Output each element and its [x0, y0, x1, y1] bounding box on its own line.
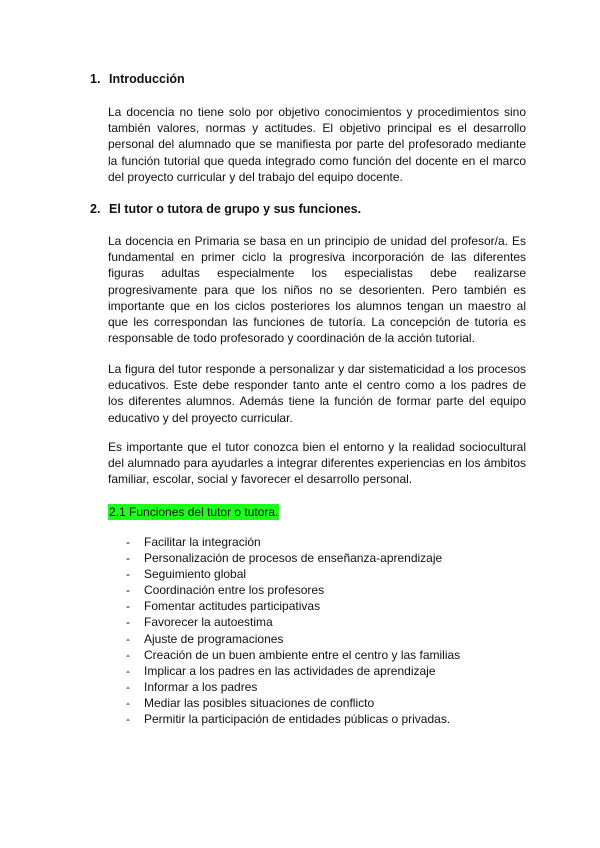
list-item-text: Informar a los padres — [144, 679, 258, 694]
list-item-text: Personalización de procesos de enseñanza-aprendizaje — [144, 551, 443, 566]
list-item-text: Mediar las posibles situaciones de conflicto — [144, 695, 375, 710]
bullet-dash: - — [126, 551, 130, 566]
list-item — [108, 663, 460, 679]
bullet-dash: - — [126, 567, 130, 582]
bullet-dash: - — [126, 535, 130, 549]
bullet-dash: - — [126, 663, 130, 678]
bullet-dash: - — [126, 583, 130, 598]
list-item — [108, 614, 460, 630]
section-1-paragraph: La docencia no tiene solo por objetivo conocimientos y procedimientos sino también valores, normas y actitudes. El objetivo principal es el desarrollo personal del alumnado que se manifiesta por parte del profesorado mediante la función tutorial que queda integrado como función del docente en el marco del proyecto curricular y del trabajo del equipo docente. — [108, 105, 526, 184]
list-item — [108, 647, 460, 663]
list-item-text: Creación de un buen ambiente entre el centro y las familias — [144, 647, 461, 662]
list-item — [108, 598, 460, 614]
bullet-dash: - — [126, 615, 130, 630]
bullet-dash: - — [126, 695, 130, 710]
list-item-text: Facilitar la integración — [144, 535, 261, 549]
section-2-title: El tutor o tutora de grupo y sus funciones. — [109, 202, 362, 216]
list-item — [108, 695, 460, 711]
section-1-title: Introducción — [109, 72, 185, 86]
section-2-paragraph-2: La figura del tutor responde a personalizar y dar sistematicidad a los procesos educativos. Este debe responder tanto ante el centro como a los padres de los diferentes alumnos. Además tiene la función de formar parte del equipo educativo y del proyecto curricular. — [108, 362, 526, 425]
list-item — [108, 566, 460, 582]
list-item-text: Seguimiento global — [144, 567, 247, 582]
list-item-text: Favorecer la autoestima — [144, 615, 273, 630]
list-item — [108, 711, 460, 727]
list-item — [108, 534, 460, 550]
list-item-text: Implicar a los padres en las actividades de aprendizaje — [144, 663, 436, 678]
bullet-dash: - — [126, 599, 130, 614]
section-2-paragraph-3: Es importante que el tutor conozca bien el entorno y la realidad sociocultural del alumnado para ayudarles a integrar diferentes experiencias en los ámbitos familiar, escolar, social y favorecer el desarrollo personal. — [108, 440, 526, 487]
list-item-text: Coordinación entre los profesores — [144, 583, 325, 598]
list-item-text: Permitir la participación de entidades públicas o privadas. — [144, 712, 451, 727]
list-item-text: Ajuste de programaciones — [144, 631, 284, 646]
bullet-dash: - — [126, 712, 130, 727]
list-item — [108, 679, 460, 695]
bullet-dash: - — [126, 679, 130, 694]
section-1-heading — [90, 71, 185, 87]
list-item-text: Fomentar actitudes participativas — [144, 599, 321, 614]
section-2-paragraph-1: La docencia en Primaria se basa en un principio de unidad del profesor/a. Es fundamental en primer ciclo la progresiva incorporación de las diferentes figuras adultas especialmente los especialistas debe realizarse progresivamente para que los niños no se desorienten. Pero también es importante que en los ciclos posteriores los alumnos tengan un maestro al que les correspondan las funciones de tutoría. La concepción de tutoria es responsable de todo profesorado y coordinación de la acción tutorial. — [108, 234, 526, 346]
section-2-heading — [90, 201, 361, 217]
list-item — [108, 550, 460, 566]
functions-list — [108, 534, 460, 727]
bullet-dash: - — [126, 647, 130, 662]
list-item — [108, 582, 460, 598]
section-2-number: 2. — [90, 202, 101, 216]
bullet-dash: - — [126, 631, 130, 646]
subsection-title-highlighted: 2.1 Funciones del tutor o tutora. — [109, 505, 279, 519]
section-1-number: 1. — [90, 72, 101, 86]
list-item — [108, 631, 460, 647]
